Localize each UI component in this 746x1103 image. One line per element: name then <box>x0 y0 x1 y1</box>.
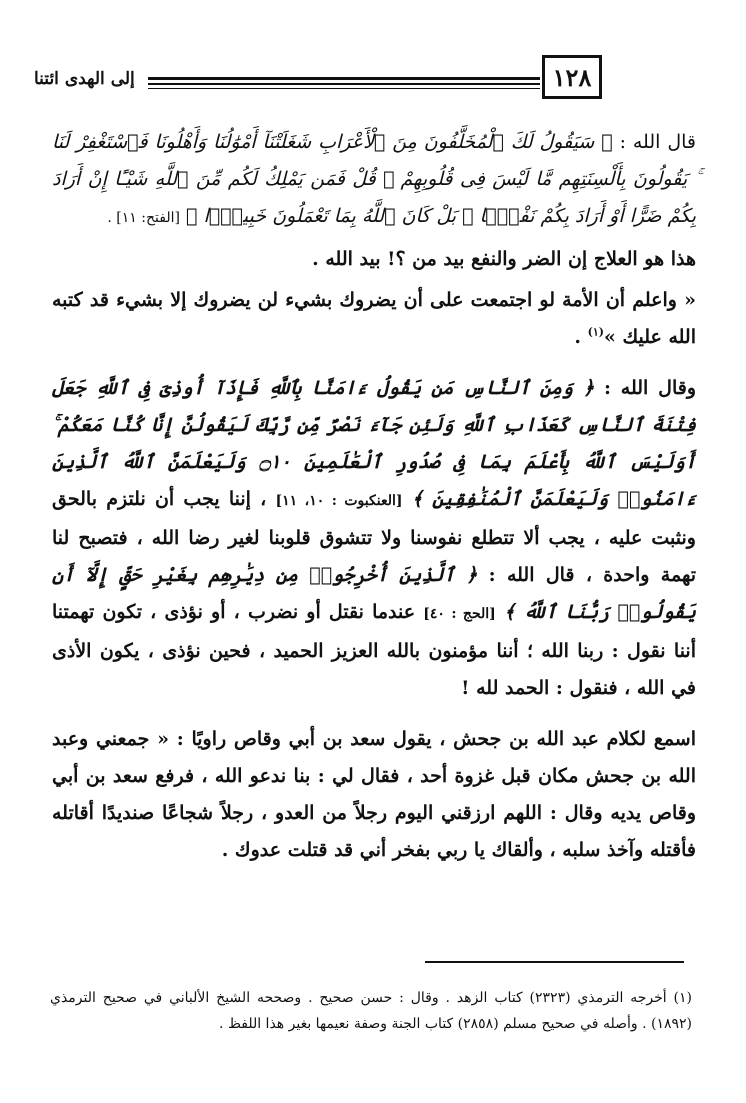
footnote: (١) أخرجه الترمذي (٢٣٢٣) كتاب الزهد . وقال : حسن صحيح . وصححه الشيخ الألباني في صحيح الترمذي (١٨٩٢) . وأصله في صحيح مسلم (٢٨٥٨) كتاب الجنة وصفة نعيمها بغير هذا اللفظ . <box>50 990 692 1032</box>
page-header <box>30 55 713 99</box>
footnote-separator <box>425 961 684 963</box>
header-rule <box>148 77 540 80</box>
verse-citation: [العنكبوت : ١٠، ١١] <box>275 493 403 509</box>
paragraph-remedy: هذا هو العلاج إن الضر والنفع بيد من ؟! بيد الله . <box>312 248 696 270</box>
verse-citation: [الفتح: ١١] . <box>107 210 180 226</box>
page-body <box>52 124 696 873</box>
commentary-text: ، إننا يجب أن نلتزم بالحق ونثبت عليه ، يجب ألا تتطلع نفوسنا ولا تتشوق قلوبنا لغير رضا الله ، فتصبح لنا تهمة واحدة ، قال الله : <box>52 488 696 586</box>
quran-verse: ﴿ سَيَقُولُ لَكَ ٱلْمُخَلَّفُونَ مِنَ ٱلْأَعْرَابِ شَغَلَتْنَآ أَمْوَٰلُنَا وَأَهْلُونَا فَٱسْتَغْفِرْ لَنَا ۚ يَقُولُونَ بِأَلْسِنَتِهِم مَّا لَيْسَ فِى قُلُوبِهِمْ ۚ قُلْ فَمَن يَمْلِكُ لَكُم مِّنَ ٱللَّهِ شَيْـًٔا إِنْ أَرَادَ بِكُمْ ضَرًّا أَوْ أَرَادَ بِكُمْ نَفْعًۢا ۚ بَلْ كَانَ ٱللَّهُ بِمَا تَعْمَلُونَ خَبِيرًۢا ﴾ <box>52 131 696 227</box>
lead-text: وقال الله : <box>594 377 696 399</box>
running-title: إلى الهدى ائتنا <box>34 69 135 89</box>
header-rule <box>148 83 540 85</box>
hadith-text: « واعلم أن الأمة لو اجتمعت على أن يضروك بشيء لن يضروك إلا بشيء قد كتبه الله عليك » <box>52 289 696 348</box>
quran-verse: ﴿ وَمِنَ ٱلنَّاسِ مَن يَقُولُ ءَامَنَّا بِٱللَّهِ فَإِذَآ أُوذِىَ فِى ٱللَّهِ جَعَلَ فِتْنَةَ ٱلنَّاسِ كَعَذَابِ ٱللَّهِ وَلَئِن جَآءَ نَصْرٌ مِّن رَّبِّكَ لَيَقُولُنَّ إِنَّا كُنَّا مَعَكُمْ ۚ أَوَلَيْسَ ٱللَّهُ بِأَعْلَمَ بِمَا فِى صُدُورِ ٱلْعَٰلَمِينَ ۝١٠ وَلَيَعْلَمَنَّ ٱللَّهُ ٱلَّذِينَ ءَامَنُوا۟ وَلَيَعْلَمَنَّ ٱلْمُنَٰفِقِينَ ﴾ <box>52 377 697 510</box>
footnote-marker: (١) <box>587 325 604 339</box>
header-rule <box>148 88 540 89</box>
commentary-text: عندما نقتل أو نضرب ، أو نؤذى ، تكون تهمتنا أننا نقول : ربنا الله ؛ أننا مؤمنون بالله العزيز الحميد ، فحين نؤذى ، يكون الأذى في الله ، فنقول : الحمد لله ! <box>52 601 696 699</box>
lead-text: قال الله : <box>612 131 696 153</box>
quran-verse: ﴿ ٱلَّذِينَ أُخْرِجُوا۟ مِن دِيَٰرِهِم بِغَيْرِ حَقٍّ إِلَّآ أَن يَقُولُوا۟ رَبُّنَا ٱللَّهُ ﴾ <box>52 564 696 623</box>
page-number: ١٢٨ <box>542 55 602 99</box>
footnotes <box>50 985 692 1037</box>
paragraph-hadith: « واعلم أن الأمة لو اجتمعت على أن يضروك بشيء لن يضروك إلا بشيء قد كتبه الله عليك »$^{(١)}$ . <box>52 289 696 348</box>
verse-citation: [الحج : ٤٠] <box>423 606 496 622</box>
paragraph-story: اسمع لكلام عبد الله بن جحش ، يقول سعد بن أبي وقاص راويًا : « جمعني وعبد الله بن جحش مكان قبل غزوة أحد ، فقال لي : بنا ندعو الله ، فرفع سعد بن أبي وقاص يديه وقال : اللهم ارزقني اليوم رجلاً من العدو ، رجلاً شجاعًا صنديدًا أقاتله فأقتله وآخذ سلبه ، وألقاك يا ربي بفخر أني قد قتلت عدوك . <box>52 728 696 861</box>
paragraph-quote-fath <box>52 124 696 237</box>
paragraph-quote-ankabut <box>52 370 696 707</box>
